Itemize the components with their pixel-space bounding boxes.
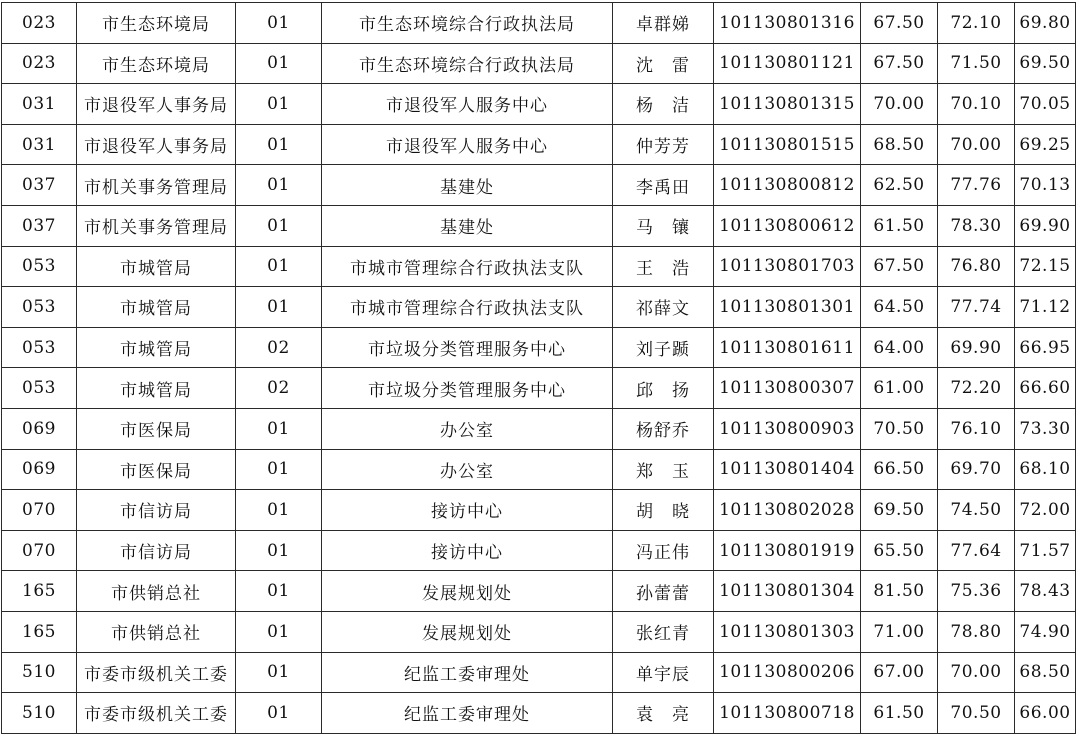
exam-number-cell: 101130800903: [714, 408, 861, 449]
written-score-cell: 70.00: [861, 84, 938, 125]
department-cell: 市医保局: [77, 449, 236, 490]
interview-score-cell: 72.10: [938, 3, 1015, 44]
candidate-name-cell: 马 镶: [613, 205, 714, 246]
unit-cell: 办公室: [322, 408, 613, 449]
candidate-name-cell: 卓群娣: [613, 3, 714, 44]
unit-cell: 市城市管理综合行政执法支队: [322, 287, 613, 328]
total-score-cell: 68.50: [1015, 652, 1076, 693]
department-cell: 市城管局: [77, 246, 236, 287]
table-row: [2, 205, 1076, 246]
dept-code-cell: 053: [2, 368, 77, 409]
interview-score-cell: 72.20: [938, 368, 1015, 409]
dept-code-cell: 053: [2, 246, 77, 287]
written-score-cell: 64.50: [861, 287, 938, 328]
position-code-cell: 01: [236, 490, 322, 531]
results-table: [1, 2, 1076, 734]
interview-score-cell: 70.00: [938, 124, 1015, 165]
written-score-cell: 67.50: [861, 3, 938, 44]
dept-code-cell: 023: [2, 3, 77, 44]
unit-cell: 市城市管理综合行政执法支队: [322, 246, 613, 287]
position-code-cell: 01: [236, 246, 322, 287]
written-score-cell: 66.50: [861, 449, 938, 490]
exam-number-cell: 101130800612: [714, 205, 861, 246]
table-row: [2, 490, 1076, 531]
table-row: [2, 530, 1076, 571]
dept-code-cell: 037: [2, 205, 77, 246]
exam-number-cell: 101130800307: [714, 368, 861, 409]
department-cell: 市生态环境局: [77, 3, 236, 44]
total-score-cell: 66.60: [1015, 368, 1076, 409]
candidate-name-cell: 冯正伟: [613, 530, 714, 571]
total-score-cell: 68.10: [1015, 449, 1076, 490]
candidate-name-cell: 仲芳芳: [613, 124, 714, 165]
position-code-cell: 01: [236, 408, 322, 449]
unit-cell: 基建处: [322, 205, 613, 246]
unit-cell: 纪监工委审理处: [322, 693, 613, 734]
exam-number-cell: 101130801611: [714, 327, 861, 368]
written-score-cell: 71.00: [861, 611, 938, 652]
department-cell: 市城管局: [77, 368, 236, 409]
interview-score-cell: 70.50: [938, 693, 1015, 734]
dept-code-cell: 069: [2, 449, 77, 490]
written-score-cell: 68.50: [861, 124, 938, 165]
total-score-cell: 69.80: [1015, 3, 1076, 44]
position-code-cell: 01: [236, 287, 322, 328]
candidate-name-cell: 沈 雷: [613, 43, 714, 84]
table-row: [2, 611, 1076, 652]
unit-cell: 发展规划处: [322, 571, 613, 612]
written-score-cell: 81.50: [861, 571, 938, 612]
written-score-cell: 69.50: [861, 490, 938, 531]
department-cell: 市生态环境局: [77, 43, 236, 84]
total-score-cell: 66.95: [1015, 327, 1076, 368]
exam-number-cell: 101130800206: [714, 652, 861, 693]
department-cell: 市供销总社: [77, 571, 236, 612]
dept-code-cell: 023: [2, 43, 77, 84]
department-cell: 市退役军人事务局: [77, 84, 236, 125]
unit-cell: 市生态环境综合行政执法局: [322, 3, 613, 44]
dept-code-cell: 069: [2, 408, 77, 449]
exam-number-cell: 101130800718: [714, 693, 861, 734]
written-score-cell: 67.00: [861, 652, 938, 693]
table-body: [2, 3, 1076, 734]
exam-number-cell: 101130801316: [714, 3, 861, 44]
candidate-name-cell: 袁 亮: [613, 693, 714, 734]
written-score-cell: 67.50: [861, 43, 938, 84]
position-code-cell: 01: [236, 530, 322, 571]
dept-code-cell: 031: [2, 124, 77, 165]
department-cell: 市信访局: [77, 530, 236, 571]
department-cell: 市退役军人事务局: [77, 124, 236, 165]
interview-score-cell: 70.10: [938, 84, 1015, 125]
unit-cell: 市生态环境综合行政执法局: [322, 43, 613, 84]
total-score-cell: 69.90: [1015, 205, 1076, 246]
written-score-cell: 62.50: [861, 165, 938, 206]
total-score-cell: 70.05: [1015, 84, 1076, 125]
exam-number-cell: 101130802028: [714, 490, 861, 531]
candidate-name-cell: 邱 扬: [613, 368, 714, 409]
dept-code-cell: 037: [2, 165, 77, 206]
exam-number-cell: 101130801303: [714, 611, 861, 652]
candidate-name-cell: 刘子踬: [613, 327, 714, 368]
written-score-cell: 64.00: [861, 327, 938, 368]
total-score-cell: 69.25: [1015, 124, 1076, 165]
written-score-cell: 61.00: [861, 368, 938, 409]
dept-code-cell: 070: [2, 490, 77, 531]
table-row: [2, 84, 1076, 125]
table-row: [2, 124, 1076, 165]
dept-code-cell: 510: [2, 652, 77, 693]
table-row: [2, 368, 1076, 409]
position-code-cell: 02: [236, 327, 322, 368]
unit-cell: 市退役军人服务中心: [322, 84, 613, 125]
total-score-cell: 73.30: [1015, 408, 1076, 449]
table-row: [2, 327, 1076, 368]
unit-cell: 纪监工委审理处: [322, 652, 613, 693]
dept-code-cell: 165: [2, 571, 77, 612]
unit-cell: 接访中心: [322, 530, 613, 571]
unit-cell: 发展规划处: [322, 611, 613, 652]
total-score-cell: 66.00: [1015, 693, 1076, 734]
department-cell: 市城管局: [77, 327, 236, 368]
table-row: [2, 287, 1076, 328]
written-score-cell: 61.50: [861, 693, 938, 734]
exam-number-cell: 101130801301: [714, 287, 861, 328]
candidate-name-cell: 李禹田: [613, 165, 714, 206]
written-score-cell: 65.50: [861, 530, 938, 571]
unit-cell: 市垃圾分类管理服务中心: [322, 327, 613, 368]
unit-cell: 市退役军人服务中心: [322, 124, 613, 165]
position-code-cell: 01: [236, 571, 322, 612]
table-row: [2, 3, 1076, 44]
table-row: [2, 165, 1076, 206]
dept-code-cell: 031: [2, 84, 77, 125]
department-cell: 市信访局: [77, 490, 236, 531]
total-score-cell: 72.00: [1015, 490, 1076, 531]
written-score-cell: 70.50: [861, 408, 938, 449]
interview-score-cell: 70.00: [938, 652, 1015, 693]
department-cell: 市机关事务管理局: [77, 165, 236, 206]
table-row: [2, 449, 1076, 490]
unit-cell: 办公室: [322, 449, 613, 490]
position-code-cell: 01: [236, 84, 322, 125]
interview-score-cell: 69.90: [938, 327, 1015, 368]
candidate-name-cell: 孙蕾蕾: [613, 571, 714, 612]
interview-score-cell: 77.64: [938, 530, 1015, 571]
department-cell: 市供销总社: [77, 611, 236, 652]
department-cell: 市机关事务管理局: [77, 205, 236, 246]
position-code-cell: 01: [236, 205, 322, 246]
dept-code-cell: 510: [2, 693, 77, 734]
candidate-name-cell: 杨 洁: [613, 84, 714, 125]
candidate-name-cell: 张红青: [613, 611, 714, 652]
department-cell: 市城管局: [77, 287, 236, 328]
interview-score-cell: 74.50: [938, 490, 1015, 531]
department-cell: 市委市级机关工委: [77, 693, 236, 734]
position-code-cell: 01: [236, 165, 322, 206]
interview-score-cell: 76.80: [938, 246, 1015, 287]
dept-code-cell: 053: [2, 327, 77, 368]
candidate-name-cell: 郑 玉: [613, 449, 714, 490]
exam-number-cell: 101130801919: [714, 530, 861, 571]
exam-number-cell: 101130801703: [714, 246, 861, 287]
total-score-cell: 69.50: [1015, 43, 1076, 84]
candidate-name-cell: 单宇辰: [613, 652, 714, 693]
department-cell: 市医保局: [77, 408, 236, 449]
position-code-cell: 01: [236, 611, 322, 652]
exam-number-cell: 101130801315: [714, 84, 861, 125]
total-score-cell: 70.13: [1015, 165, 1076, 206]
interview-score-cell: 78.30: [938, 205, 1015, 246]
position-code-cell: 01: [236, 693, 322, 734]
candidate-name-cell: 祁薛文: [613, 287, 714, 328]
table-row: [2, 652, 1076, 693]
interview-score-cell: 71.50: [938, 43, 1015, 84]
interview-score-cell: 77.76: [938, 165, 1015, 206]
candidate-name-cell: 王 浩: [613, 246, 714, 287]
dept-code-cell: 165: [2, 611, 77, 652]
position-code-cell: 01: [236, 3, 322, 44]
total-score-cell: 74.90: [1015, 611, 1076, 652]
written-score-cell: 67.50: [861, 246, 938, 287]
dept-code-cell: 053: [2, 287, 77, 328]
candidate-name-cell: 胡 晓: [613, 490, 714, 531]
total-score-cell: 72.15: [1015, 246, 1076, 287]
interview-score-cell: 69.70: [938, 449, 1015, 490]
total-score-cell: 71.12: [1015, 287, 1076, 328]
exam-number-cell: 101130801304: [714, 571, 861, 612]
total-score-cell: 78.43: [1015, 571, 1076, 612]
unit-cell: 接访中心: [322, 490, 613, 531]
exam-number-cell: 101130801121: [714, 43, 861, 84]
table-row: [2, 408, 1076, 449]
candidate-name-cell: 杨舒乔: [613, 408, 714, 449]
table-row: [2, 43, 1076, 84]
exam-number-cell: 101130800812: [714, 165, 861, 206]
table-row: [2, 571, 1076, 612]
unit-cell: 市垃圾分类管理服务中心: [322, 368, 613, 409]
interview-score-cell: 78.80: [938, 611, 1015, 652]
position-code-cell: 02: [236, 368, 322, 409]
exam-number-cell: 101130801515: [714, 124, 861, 165]
dept-code-cell: 070: [2, 530, 77, 571]
interview-score-cell: 75.36: [938, 571, 1015, 612]
interview-score-cell: 76.10: [938, 408, 1015, 449]
table-row: [2, 246, 1076, 287]
position-code-cell: 01: [236, 652, 322, 693]
table-row: [2, 693, 1076, 734]
written-score-cell: 61.50: [861, 205, 938, 246]
total-score-cell: 71.57: [1015, 530, 1076, 571]
position-code-cell: 01: [236, 124, 322, 165]
unit-cell: 基建处: [322, 165, 613, 206]
exam-number-cell: 101130801404: [714, 449, 861, 490]
department-cell: 市委市级机关工委: [77, 652, 236, 693]
interview-score-cell: 77.74: [938, 287, 1015, 328]
position-code-cell: 01: [236, 449, 322, 490]
position-code-cell: 01: [236, 43, 322, 84]
